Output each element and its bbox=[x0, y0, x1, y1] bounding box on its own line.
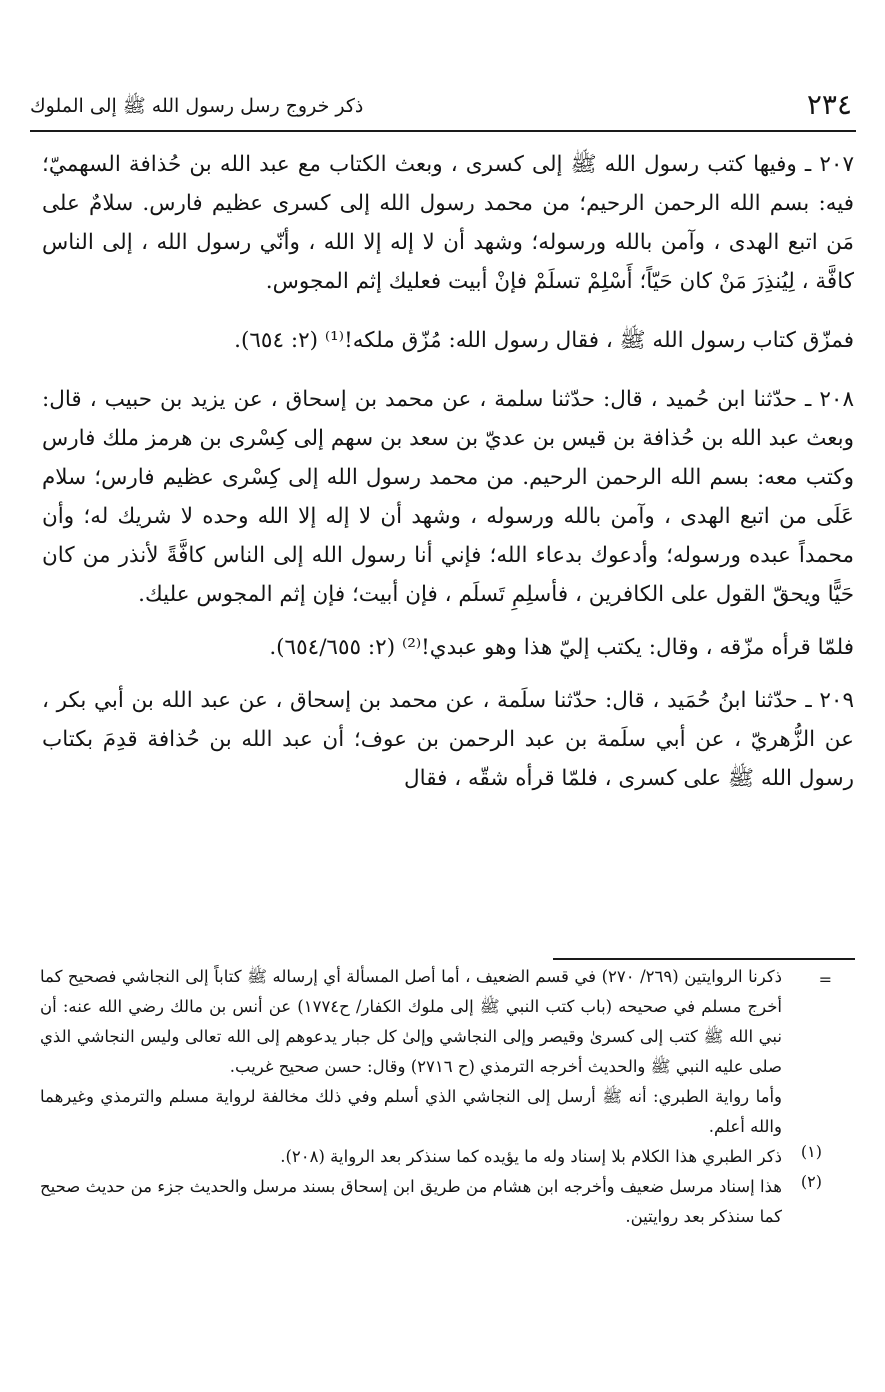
footnote-2-text: هذا إسناد مرسل ضعيف وأخرجه ابن هشام من طريق ابن إسحاق بسند مرسل والحديث جزء من حديث صحيح كما سنذكر بعد روايتين. bbox=[40, 1177, 782, 1226]
paragraph-207: ٢٠٧ ـ وفيها كتب رسول الله ﷺ إلى كسرى ، وبعث الكتاب مع عبد الله بن حُذافة السهميّ؛ فيه: بسم الله الرحمن الرحيم؛ من محمد رسول الله إلى كسرى عظيم فارس. سلامٌ على مَن اتبع الهدى ، وآمن بالله ورسوله؛ وشهد أن لا إله إلا الله ، وأنّي رسول الله ، إلى الناس كافَّة ، لِيُنذِرَ مَنْ كان حَيّاً؛ أَسْلِمْ تسلَمْ فإنْ أبيت فعليك إثم المجوس. bbox=[42, 152, 854, 294]
footnote-continued-text-2: وأما رواية الطبري: أنه ﷺ أرسل إلى النجاشي الذي أسلم وفي ذلك مخالفة لرواية مسلم والترمذي وغيرهما والله أعلم. bbox=[40, 1087, 782, 1136]
footnote-2 bbox=[40, 1172, 830, 1232]
footnote-continued-text: ذكرنا الروايتين (٢٦٩/ ٢٧٠) في قسم الضعيف ، أما أصل المسألة أي إرساله ﷺ كتاباً إلى النجاشي فصحيح كما أخرج مسلم في صحيحه (باب كتب النبي ﷺ إلى ملوك الكفار/ ح١٧٧٤) عن أنس بن مالك رضي الله عنه: أن نبي الله ﷺ كتب إلى كسرىٰ وقيصر وإلى النجاشي وإلىٰ كل جبار يدعوهم إلى الله تعالى وليس النجاشي الذي صلى عليه النبي ﷺ والحديث أخرجه الترمذي (ح ٢٧١٦) وقال: حسن صحيح غريب. bbox=[40, 967, 783, 1076]
footnote-continuation-marker: = bbox=[818, 970, 832, 989]
page-header bbox=[30, 82, 856, 132]
footnotes bbox=[40, 962, 830, 1232]
paragraph-209: ٢٠٩ ـ حدّثنا ابنُ حُمَيد ، قال: حدّثنا سلَمة ، عن محمد بن إسحاق ، عن عبد الله بن أبي بكر ، عن الزُّهريّ ، عن أبي سلَمة بن عبد الرحمن بن عوف؛ أن عبد الله بن حُذافة قدِمَ بكتاب رسول الله ﷺ على كسرى ، فلمّا قرأه شقّه ، فقال bbox=[42, 688, 854, 791]
paragraph-208: ٢٠٨ ـ حدّثنا ابن حُميد ، قال: حدّثنا سلمة ، عن محمد بن إسحاق ، عن يزيد بن حبيب ، قال: وبعث عبد الله بن حُذافة بن قيس بن عديّ بن سعد بن سهم إلى كِسْرى بن هرمز ملك فارس وكتب معه: بسم الله الرحمن الرحيم. من محمد رسول الله إلى كِسْرى عظيم فارس؛ سلام عَلَى من اتبع الهدى ، وآمن بالله ورسوله ، وشهد أن لا إله إلا الله وحده لا شريك له؛ وأن محمداً عبده ورسوله؛ وأدعوك بدعاء الله؛ فإني أنا رسول الله إلى الناس كافَّةً لأنذر من كان حَيًّا ويحقّ القول على الكافرين ، فأسلِمِ تَسلَم ، فإن أبيت؛ فإن إثم المجوس عليك. bbox=[42, 387, 854, 607]
footnote-1 bbox=[40, 1142, 830, 1172]
paragraph-207-ending: فمزّق كتاب رسول الله ﷺ ، فقال رسول الله: مُزّق ملكه!⁽¹⁾ (٢: ٦٥٤). bbox=[234, 328, 854, 353]
main-text bbox=[42, 145, 854, 798]
footnote-continued bbox=[40, 962, 830, 1142]
footnote-1-text: ذكر الطبري هذا الكلام بلا إسناد وله ما يؤيده كما سنذكر بعد الرواية (٢٠٨). bbox=[280, 1147, 782, 1166]
paragraph-208-ending: فلمّا قرأه مزّقه ، وقال: يكتب إليّ هذا وهو عبدي!⁽²⁾ (٢: ٦٥٤/٦٥٥). bbox=[269, 635, 854, 660]
footnote-2-number: (٢) bbox=[800, 1172, 822, 1191]
running-title: ذكر خروج رسل رسول الله ﷺ إلى الملوك bbox=[30, 95, 364, 117]
page-number: ٢٣٤ bbox=[806, 88, 852, 121]
footnote-separator bbox=[553, 958, 855, 960]
footnote-1-number: (١) bbox=[800, 1142, 822, 1161]
